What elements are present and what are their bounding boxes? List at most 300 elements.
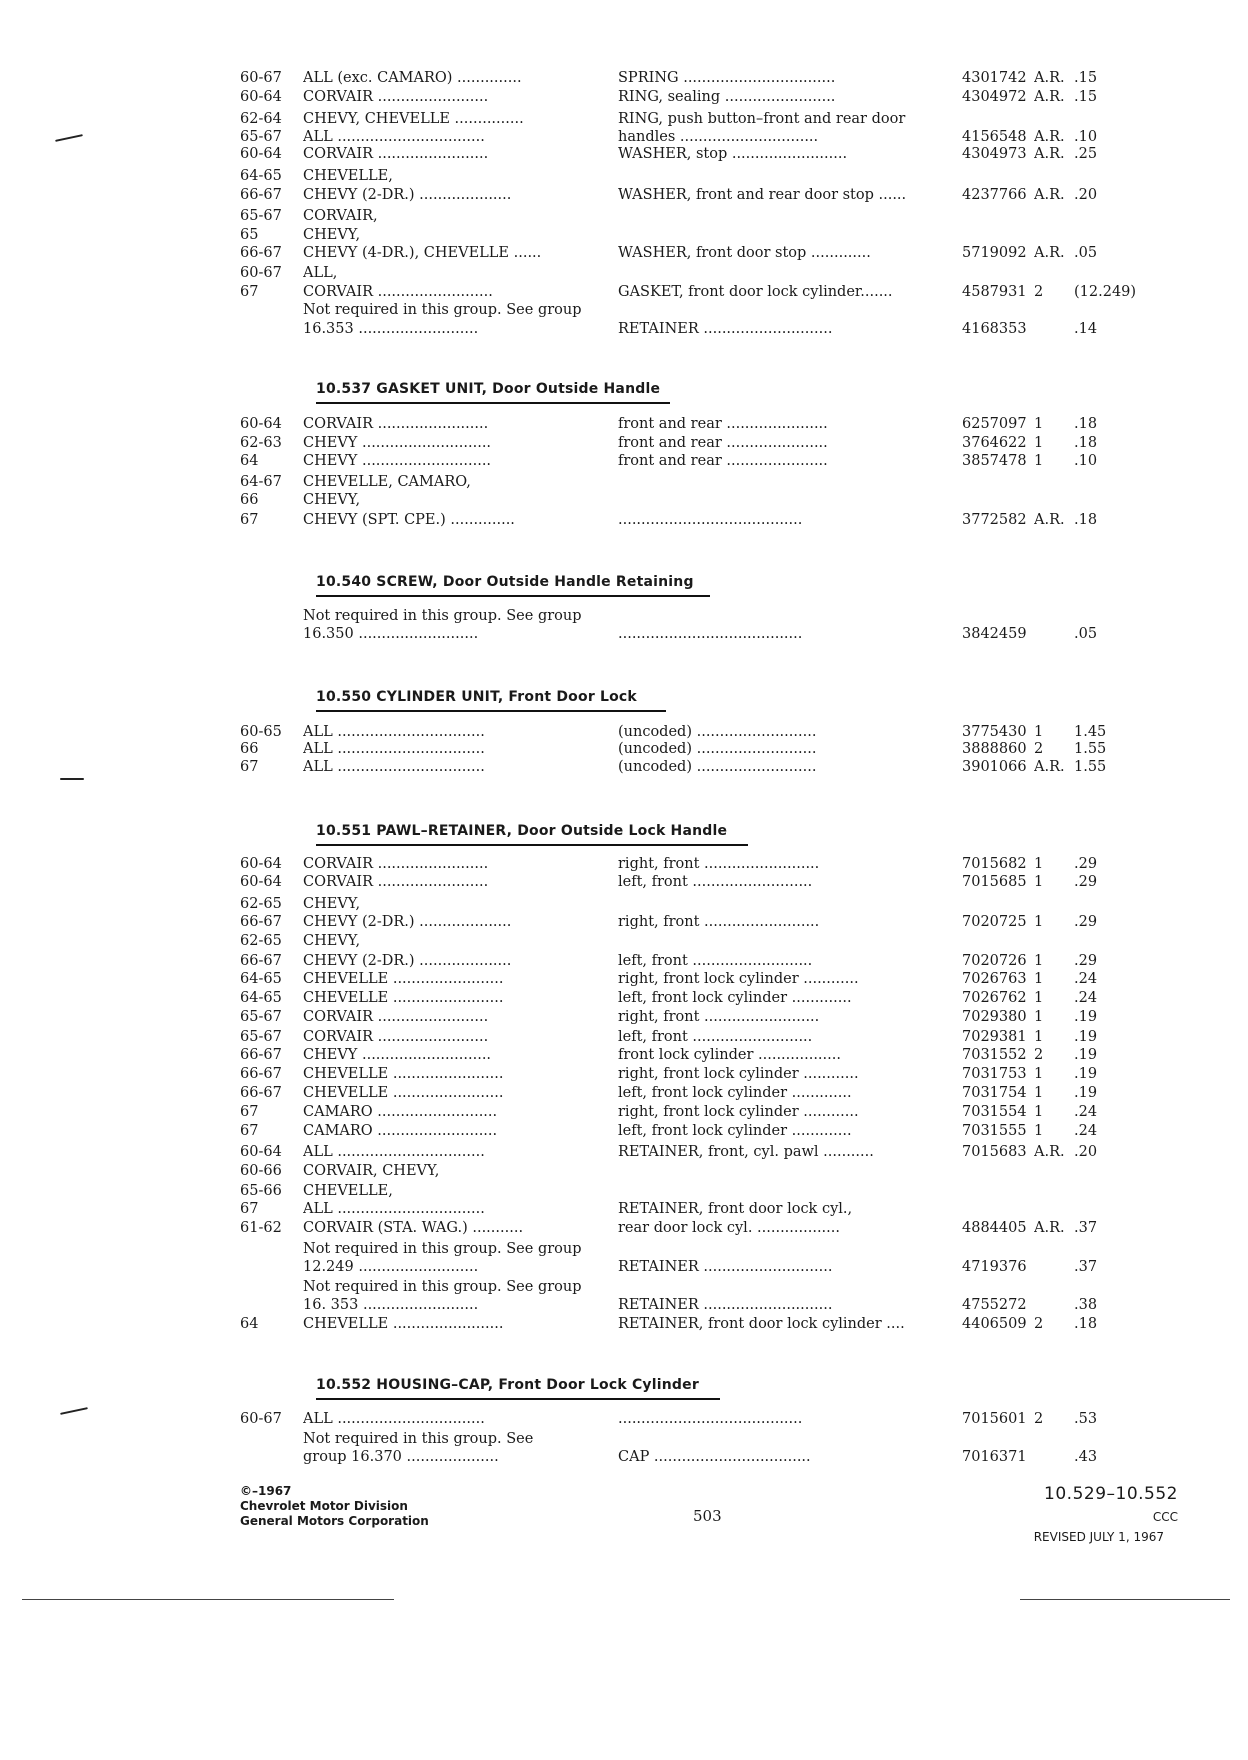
quantity-cell: 1 xyxy=(1034,971,1044,987)
year-cell: 66-67 xyxy=(240,187,282,203)
year-cell: 67 xyxy=(240,759,259,775)
model-cell: Not required in this group. See xyxy=(303,1431,534,1447)
parts-row xyxy=(0,952,1248,971)
parts-row xyxy=(0,226,1248,245)
model-cell: CAMARO .......................... xyxy=(303,1123,498,1139)
year-cell: 66 xyxy=(240,492,259,508)
part-number-cell: 7015601 xyxy=(962,1411,1027,1427)
price-cell: 1.45 xyxy=(1074,724,1107,740)
price-cell: .05 xyxy=(1074,245,1098,261)
model-cell: ALL ................................ xyxy=(303,129,485,145)
parts-row xyxy=(0,1182,1248,1201)
part-number-cell: 7029381 xyxy=(962,1029,1027,1045)
price-cell: .29 xyxy=(1074,914,1098,930)
price-cell: .20 xyxy=(1074,187,1098,203)
parts-row xyxy=(0,186,1248,205)
price-cell: .14 xyxy=(1074,321,1098,337)
model-cell: CORVAIR, xyxy=(303,208,378,224)
model-cell: CORVAIR ........................ xyxy=(303,146,489,162)
year-cell: 60-66 xyxy=(240,1163,282,1179)
model-cell: ALL, xyxy=(303,265,338,281)
year-cell: 60-67 xyxy=(240,265,282,281)
quantity-cell: 1 xyxy=(1034,1066,1044,1082)
parts-row xyxy=(0,244,1248,263)
quantity-cell: A.R. xyxy=(1034,759,1065,775)
model-cell: ALL ................................ xyxy=(303,724,485,740)
part-number-cell: 3764622 xyxy=(962,435,1027,451)
price-cell: .18 xyxy=(1074,435,1098,451)
year-cell: 64-67 xyxy=(240,474,282,490)
price-cell: .24 xyxy=(1074,971,1098,987)
year-cell: 60-64 xyxy=(240,416,282,432)
model-cell: CORVAIR ........................ xyxy=(303,416,489,432)
price-cell: .18 xyxy=(1074,416,1098,432)
part-number-cell: 4168353 xyxy=(962,321,1027,337)
year-cell: 62-64 xyxy=(240,111,282,127)
quantity-cell: 1 xyxy=(1034,1085,1044,1101)
model-cell: CHEVELLE ........................ xyxy=(303,971,504,987)
model-cell: 16. 353 ......................... xyxy=(303,1297,479,1313)
part-number-cell: 4755272 xyxy=(962,1297,1027,1313)
year-cell: 65 xyxy=(240,227,259,243)
part-number-cell: 3857478 xyxy=(962,453,1027,469)
publisher-block xyxy=(240,1484,429,1529)
description-cell: handles .............................. xyxy=(618,129,819,145)
year-cell: 64 xyxy=(240,1316,259,1332)
part-number-cell: 4237766 xyxy=(962,187,1027,203)
description-cell: right, front lock cylinder ............ xyxy=(618,1066,859,1082)
year-cell: 66-67 xyxy=(240,1047,282,1063)
model-cell: CHEVY, xyxy=(303,227,361,243)
year-cell: 60-64 xyxy=(240,856,282,872)
parts-row xyxy=(0,625,1248,644)
quantity-cell: A.R. xyxy=(1034,187,1065,203)
parts-row xyxy=(0,1028,1248,1047)
description-cell: left, front lock cylinder ............. xyxy=(618,1123,852,1139)
price-cell: (12.249) xyxy=(1074,284,1137,300)
model-cell: CHEVY ............................ xyxy=(303,1047,492,1063)
price-cell: .10 xyxy=(1074,129,1098,145)
part-number-cell: 3901066 xyxy=(962,759,1027,775)
parts-row xyxy=(0,1143,1248,1162)
quantity-cell: 2 xyxy=(1034,1316,1044,1332)
description-cell: WASHER, stop ......................... xyxy=(618,146,848,162)
model-cell: CAMARO .......................... xyxy=(303,1104,498,1120)
year-cell: 65-66 xyxy=(240,1183,282,1199)
price-cell: .19 xyxy=(1074,1085,1098,1101)
model-cell: Not required in this group. See group xyxy=(303,1279,582,1295)
price-cell: .37 xyxy=(1074,1220,1098,1236)
price-cell: 1.55 xyxy=(1074,741,1107,757)
parts-row xyxy=(0,207,1248,226)
description-cell: SPRING ................................. xyxy=(618,70,836,86)
year-cell: 64-65 xyxy=(240,168,282,184)
parts-row xyxy=(0,1084,1248,1103)
year-cell: 67 xyxy=(240,512,259,528)
part-number-cell: 7016371 xyxy=(962,1449,1027,1465)
part-number-cell: 7026762 xyxy=(962,990,1027,1006)
parts-row xyxy=(0,607,1248,626)
description-cell: front and rear ...................... xyxy=(618,416,828,432)
description-cell: right, front lock cylinder ............ xyxy=(618,1104,859,1120)
quantity-cell: A.R. xyxy=(1034,129,1065,145)
model-cell: CHEVELLE ........................ xyxy=(303,1085,504,1101)
model-cell: CHEVELLE, xyxy=(303,168,393,184)
catalog-code: CCC xyxy=(1152,1510,1178,1524)
year-cell: 67 xyxy=(240,1123,259,1139)
description-cell: (uncoded) .......................... xyxy=(618,724,817,740)
model-cell: 16.350 .......................... xyxy=(303,626,479,642)
model-cell: CORVAIR ......................... xyxy=(303,284,493,300)
parts-row xyxy=(0,895,1248,914)
quantity-cell: 2 xyxy=(1034,1047,1044,1063)
parts-row xyxy=(0,873,1248,892)
model-cell: 12.249 .......................... xyxy=(303,1259,479,1275)
quantity-cell: 2 xyxy=(1034,284,1044,300)
price-cell: .19 xyxy=(1074,1047,1098,1063)
price-cell: .10 xyxy=(1074,453,1098,469)
description-cell: right, front lock cylinder ............ xyxy=(618,971,859,987)
parts-row xyxy=(0,1046,1248,1065)
description-cell: right, front ......................... xyxy=(618,856,820,872)
description-cell: right, front ......................... xyxy=(618,914,820,930)
year-cell: 65-67 xyxy=(240,1009,282,1025)
quantity-cell: 2 xyxy=(1034,741,1044,757)
price-cell: .29 xyxy=(1074,856,1098,872)
model-cell: CHEVY (2-DR.) .................... xyxy=(303,914,512,930)
description-cell: ........................................ xyxy=(618,626,803,642)
part-number-cell: 7015685 xyxy=(962,874,1027,890)
parts-row xyxy=(0,1219,1248,1238)
description-cell: left, front .......................... xyxy=(618,874,813,890)
parts-row xyxy=(0,1430,1248,1449)
model-cell: ALL ................................ xyxy=(303,1411,485,1427)
model-cell: CORVAIR ........................ xyxy=(303,1009,489,1025)
year-cell: 60-67 xyxy=(240,70,282,86)
quantity-cell: A.R. xyxy=(1034,1220,1065,1236)
page-range-block xyxy=(960,1482,1178,1546)
quantity-cell: 1 xyxy=(1034,724,1044,740)
parts-row xyxy=(0,1296,1248,1315)
parts-row xyxy=(0,1240,1248,1259)
quantity-cell: 1 xyxy=(1034,435,1044,451)
group-range: 10.529–10.552 xyxy=(1044,1484,1178,1504)
price-cell: .18 xyxy=(1074,1316,1098,1332)
parts-row xyxy=(0,452,1248,471)
part-number-cell: 3842459 xyxy=(962,626,1027,642)
description-cell: (uncoded) .......................... xyxy=(618,741,817,757)
description-cell: rear door lock cyl. .................. xyxy=(618,1220,840,1236)
description-cell: RETAINER ............................ xyxy=(618,1259,833,1275)
parts-row xyxy=(0,491,1248,510)
quantity-cell: 1 xyxy=(1034,874,1044,890)
parts-row xyxy=(0,473,1248,492)
parts-row xyxy=(0,88,1248,107)
parts-row xyxy=(0,1258,1248,1277)
year-cell: 62-63 xyxy=(240,435,282,451)
description-cell: RING, push button–front and rear door xyxy=(618,111,906,127)
description-cell: left, front .......................... xyxy=(618,1029,813,1045)
division-name: Chevrolet Motor Division xyxy=(240,1499,408,1513)
quantity-cell: A.R. xyxy=(1034,512,1065,528)
quantity-cell: A.R. xyxy=(1034,70,1065,86)
year-cell: 64 xyxy=(240,453,259,469)
description-cell: CAP .................................. xyxy=(618,1449,811,1465)
part-number-cell: 4587931 xyxy=(962,284,1027,300)
part-number-cell: 7031753 xyxy=(962,1066,1027,1082)
description-cell: left, front .......................... xyxy=(618,953,813,969)
year-cell: 64-65 xyxy=(240,971,282,987)
year-cell: 65-67 xyxy=(240,208,282,224)
model-cell: CORVAIR (STA. WAG.) ........... xyxy=(303,1220,524,1236)
corporation-name: General Motors Corporation xyxy=(240,1514,429,1528)
page-number: 503 xyxy=(693,1507,722,1525)
parts-row xyxy=(0,110,1248,129)
parts-row xyxy=(0,932,1248,951)
price-cell: .19 xyxy=(1074,1029,1098,1045)
model-cell: CHEVY, xyxy=(303,492,361,508)
part-number-cell: 3888860 xyxy=(962,741,1027,757)
parts-row xyxy=(0,167,1248,186)
parts-row xyxy=(0,913,1248,932)
part-number-cell: 4406509 xyxy=(962,1316,1027,1332)
price-cell: .15 xyxy=(1074,70,1098,86)
year-cell: 66 xyxy=(240,741,259,757)
description-cell: RETAINER, front, cyl. pawl ........... xyxy=(618,1144,874,1160)
revision-date: REVISED JULY 1, 1967 xyxy=(1033,1530,1164,1544)
price-cell: .53 xyxy=(1074,1411,1098,1427)
quantity-cell: 1 xyxy=(1034,416,1044,432)
description-cell: RETAINER, front door lock cyl., xyxy=(618,1201,853,1217)
model-cell: CORVAIR ........................ xyxy=(303,856,489,872)
footer-rule-right xyxy=(1020,1599,1230,1600)
parts-row xyxy=(0,1315,1248,1334)
model-cell: CHEVELLE ........................ xyxy=(303,1316,504,1332)
model-cell: ALL ................................ xyxy=(303,741,485,757)
year-cell: 66-67 xyxy=(240,245,282,261)
parts-row xyxy=(0,283,1248,302)
price-cell: .24 xyxy=(1074,990,1098,1006)
description-cell: WASHER, front and rear door stop ...... xyxy=(618,187,907,203)
price-cell: .15 xyxy=(1074,89,1098,105)
description-cell: ........................................ xyxy=(618,1411,803,1427)
description-cell: front and rear ...................... xyxy=(618,453,828,469)
year-cell: 65-67 xyxy=(240,1029,282,1045)
part-number-cell: 5719092 xyxy=(962,245,1027,261)
description-cell: left, front lock cylinder ............. xyxy=(618,1085,852,1101)
part-number-cell: 7031554 xyxy=(962,1104,1027,1120)
parts-row xyxy=(0,434,1248,453)
model-cell: CHEVELLE, xyxy=(303,1183,393,1199)
quantity-cell: 1 xyxy=(1034,856,1044,872)
quantity-cell: A.R. xyxy=(1034,146,1065,162)
part-number-cell: 4304973 xyxy=(962,146,1027,162)
year-cell: 62-65 xyxy=(240,896,282,912)
quantity-cell: 2 xyxy=(1034,1411,1044,1427)
model-cell: CHEVELLE ........................ xyxy=(303,1066,504,1082)
description-cell: ........................................ xyxy=(618,512,803,528)
price-cell: .19 xyxy=(1074,1066,1098,1082)
year-cell: 60-65 xyxy=(240,724,282,740)
description-cell: RETAINER ............................ xyxy=(618,321,833,337)
model-cell: CHEVY (SPT. CPE.) .............. xyxy=(303,512,515,528)
quantity-cell: 1 xyxy=(1034,990,1044,1006)
part-number-cell: 7031552 xyxy=(962,1047,1027,1063)
model-cell: ALL ................................ xyxy=(303,759,485,775)
part-number-cell: 7015682 xyxy=(962,856,1027,872)
part-number-cell: 3775430 xyxy=(962,724,1027,740)
description-cell: RETAINER ............................ xyxy=(618,1297,833,1313)
year-cell: 66-67 xyxy=(240,914,282,930)
description-cell: RING, sealing ........................ xyxy=(618,89,836,105)
parts-row xyxy=(0,69,1248,88)
parts-row xyxy=(0,511,1248,530)
part-number-cell: 4304972 xyxy=(962,89,1027,105)
quantity-cell: 1 xyxy=(1034,1029,1044,1045)
description-cell: right, front ......................... xyxy=(618,1009,820,1025)
year-cell: 61-62 xyxy=(240,1220,282,1236)
footer-rule-left xyxy=(22,1599,394,1600)
part-number-cell: 7020725 xyxy=(962,914,1027,930)
quantity-cell: 1 xyxy=(1034,914,1044,930)
section-heading: 10.550 CYLINDER UNIT, Front Door Lock xyxy=(316,686,666,712)
parts-row xyxy=(0,1448,1248,1467)
price-cell: 1.55 xyxy=(1074,759,1107,775)
parts-row xyxy=(0,970,1248,989)
parts-row xyxy=(0,264,1248,283)
year-cell: 62-65 xyxy=(240,933,282,949)
year-cell: 60-64 xyxy=(240,874,282,890)
parts-row xyxy=(0,1008,1248,1027)
parts-row xyxy=(0,301,1248,320)
part-number-cell: 4719376 xyxy=(962,1259,1027,1275)
part-number-cell: 7026763 xyxy=(962,971,1027,987)
quantity-cell: A.R. xyxy=(1034,89,1065,105)
model-cell: CORVAIR, CHEVY, xyxy=(303,1163,440,1179)
parts-row xyxy=(0,1103,1248,1122)
year-cell: 60-64 xyxy=(240,146,282,162)
year-cell: 60-64 xyxy=(240,1144,282,1160)
description-cell: front and rear ...................... xyxy=(618,435,828,451)
parts-row xyxy=(0,1162,1248,1181)
description-cell: GASKET, front door lock cylinder....... xyxy=(618,284,893,300)
model-cell: Not required in this group. See group xyxy=(303,302,582,318)
quantity-cell: A.R. xyxy=(1034,1144,1065,1160)
year-cell: 66-67 xyxy=(240,953,282,969)
year-cell: 67 xyxy=(240,1201,259,1217)
model-cell: CHEVY ............................ xyxy=(303,453,492,469)
price-cell: .05 xyxy=(1074,626,1098,642)
copyright: ©–1967 xyxy=(240,1484,292,1498)
section-heading: 10.552 HOUSING–CAP, Front Door Lock Cylinder xyxy=(316,1374,720,1400)
model-cell: ALL (exc. CAMARO) .............. xyxy=(303,70,522,86)
section-heading: 10.537 GASKET UNIT, Door Outside Handle xyxy=(316,378,670,404)
quantity-cell: 1 xyxy=(1034,1123,1044,1139)
model-cell: CORVAIR ........................ xyxy=(303,874,489,890)
model-cell: ALL ................................ xyxy=(303,1201,485,1217)
parts-row xyxy=(0,415,1248,434)
quantity-cell: 1 xyxy=(1034,953,1044,969)
model-cell: CHEVELLE ........................ xyxy=(303,990,504,1006)
parts-row xyxy=(0,320,1248,339)
part-number-cell: 6257097 xyxy=(962,416,1027,432)
section-heading: 10.540 SCREW, Door Outside Handle Retaining xyxy=(316,571,710,597)
model-cell: Not required in this group. See group xyxy=(303,608,582,624)
model-cell: CHEVY ............................ xyxy=(303,435,492,451)
year-cell: 67 xyxy=(240,284,259,300)
description-cell: left, front lock cylinder ............. xyxy=(618,990,852,1006)
parts-row xyxy=(0,1410,1248,1429)
part-number-cell: 3772582 xyxy=(962,512,1027,528)
price-cell: .25 xyxy=(1074,146,1098,162)
year-cell: 60-67 xyxy=(240,1411,282,1427)
model-cell: CHEVY (2-DR.) .................... xyxy=(303,953,512,969)
parts-row xyxy=(0,855,1248,874)
model-cell: CHEVY (4-DR.), CHEVELLE ...... xyxy=(303,245,542,261)
part-number-cell: 7020726 xyxy=(962,953,1027,969)
price-cell: .20 xyxy=(1074,1144,1098,1160)
quantity-cell: 1 xyxy=(1034,1009,1044,1025)
year-cell: 60-64 xyxy=(240,89,282,105)
price-cell: .24 xyxy=(1074,1104,1098,1120)
parts-row xyxy=(0,1065,1248,1084)
price-cell: .18 xyxy=(1074,512,1098,528)
model-cell: group 16.370 .................... xyxy=(303,1449,499,1465)
part-number-cell: 7031555 xyxy=(962,1123,1027,1139)
quantity-cell: 1 xyxy=(1034,1104,1044,1120)
part-number-cell: 7015683 xyxy=(962,1144,1027,1160)
quantity-cell: 1 xyxy=(1034,453,1044,469)
model-cell: Not required in this group. See group xyxy=(303,1241,582,1257)
quantity-cell: A.R. xyxy=(1034,245,1065,261)
model-cell: 16.353 .......................... xyxy=(303,321,479,337)
model-cell: CHEVY, CHEVELLE ............... xyxy=(303,111,524,127)
price-cell: .29 xyxy=(1074,874,1098,890)
part-number-cell: 7031754 xyxy=(962,1085,1027,1101)
description-cell: RETAINER, front door lock cylinder .... xyxy=(618,1316,905,1332)
model-cell: CHEVY, xyxy=(303,933,361,949)
model-cell: CHEVY, xyxy=(303,896,361,912)
model-cell: CHEVY (2-DR.) .................... xyxy=(303,187,512,203)
year-cell: 67 xyxy=(240,1104,259,1120)
part-number-cell: 4301742 xyxy=(962,70,1027,86)
price-cell: .24 xyxy=(1074,1123,1098,1139)
parts-row xyxy=(0,1200,1248,1219)
scan-mark xyxy=(60,778,84,780)
description-cell: WASHER, front door stop ............. xyxy=(618,245,871,261)
price-cell: .37 xyxy=(1074,1259,1098,1275)
model-cell: CORVAIR ........................ xyxy=(303,89,489,105)
year-cell: 66-67 xyxy=(240,1066,282,1082)
price-cell: .19 xyxy=(1074,1009,1098,1025)
parts-row xyxy=(0,1122,1248,1141)
description-cell: (uncoded) .......................... xyxy=(618,759,817,775)
year-cell: 65-67 xyxy=(240,129,282,145)
parts-row xyxy=(0,740,1248,759)
part-number-cell: 4156548 xyxy=(962,129,1027,145)
section-heading: 10.551 PAWL–RETAINER, Door Outside Lock Handle xyxy=(316,820,748,846)
model-cell: CORVAIR ........................ xyxy=(303,1029,489,1045)
year-cell: 66-67 xyxy=(240,1085,282,1101)
part-number-cell: 7029380 xyxy=(962,1009,1027,1025)
parts-row xyxy=(0,758,1248,777)
part-number-cell: 4884405 xyxy=(962,1220,1027,1236)
parts-row xyxy=(0,1278,1248,1297)
description-cell: front lock cylinder .................. xyxy=(618,1047,841,1063)
parts-row xyxy=(0,989,1248,1008)
price-cell: .29 xyxy=(1074,953,1098,969)
model-cell: CHEVELLE, CAMARO, xyxy=(303,474,471,490)
